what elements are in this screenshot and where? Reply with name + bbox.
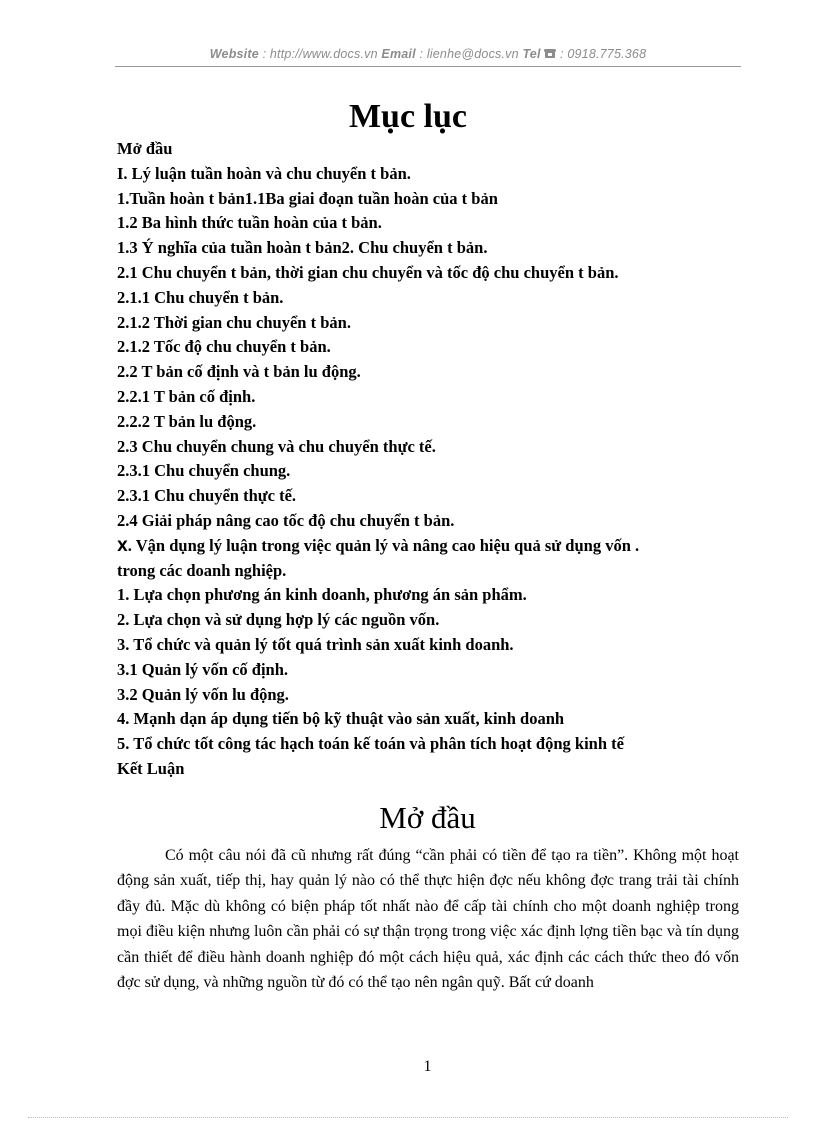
toc-item: 2.1.2 Tốc độ chu chuyển t bản. bbox=[117, 337, 331, 357]
footer-divider bbox=[28, 1117, 788, 1118]
toc-item: 3.2 Quản lý vốn lu động. bbox=[117, 684, 289, 704]
roman-numeral-mark: X bbox=[117, 538, 128, 555]
toc-item: 2.2.1 T bản cố định. bbox=[117, 386, 256, 406]
website-label: Website bbox=[209, 47, 259, 61]
toc-item: 2. Lựa chọn và sử dụng hợp lý các nguồn vốn. bbox=[117, 610, 440, 630]
page-title: Mục lục bbox=[348, 98, 468, 135]
paragraph: Có một câu nói đã cũ nhưng rất đúng “cần phải có tiền để tạo ra tiền”. Không một hoạt động sản xuất, tiếp thị, hay quản lý nào có thể thực hiện đợc nếu không đợc trang trải tài chính đầy đủ. Mặc dù không có biện pháp tốt nhất nào để cấp tài chính cho một doanh nghiệp trong mọi điều kiện nhưng luôn cần phải có sự thận trọng trong việc xác định lợng tiền bạc và tín dụng cần thiết để điều hành doanh nghiệp đó một cách hiệu quả, xác định các cách thức theo đó vốn đợc sử dụng, và những nguồn từ đó có thể tạo nên ngân quỹ. Bất cứ doanh bbox=[117, 847, 739, 992]
toc-item: 1. Lựa chọn phương án kinh doanh, phương án sản phẩm. bbox=[117, 585, 527, 605]
toc-item: 2.2.2 T bản lu động. bbox=[117, 411, 257, 431]
phone-number: : 0918.775.368 bbox=[560, 47, 647, 61]
header-divider bbox=[115, 66, 741, 67]
toc-item: 2.1.1 Chu chuyển t bản. bbox=[117, 287, 284, 307]
toc-item: 5. Tổ chức tốt công tác hạch toán kế toán và phân tích hoạt động kinh tế bbox=[117, 734, 624, 754]
toc-item: trong các doanh nghiệp. bbox=[117, 560, 287, 580]
toc-item-roman bbox=[117, 534, 757, 559]
toc-item: 4. Mạnh dạn áp dụng tiến bộ kỹ thuật vào sản xuất, kinh doanh bbox=[117, 709, 565, 729]
section-heading: Mở đầu bbox=[379, 800, 476, 835]
toc-item: 1.2 Ba hình thức tuần hoàn của t bản. bbox=[117, 213, 382, 233]
toc-item: 2.1 Chu chuyển t bản, thời gian chu chuyển và tốc độ chu chuyển t bản. bbox=[117, 262, 619, 282]
table-of-contents bbox=[117, 137, 757, 782]
toc-item: 1.Tuần hoàn t bản1.1Ba giai đoạn tuần hoàn của t bản bbox=[117, 188, 498, 208]
email-label: Email bbox=[381, 47, 416, 61]
toc-item: 2.2 T bản cố định và t bản lu động. bbox=[117, 362, 361, 382]
phone-icon bbox=[544, 47, 560, 61]
website-url[interactable]: : http://www.docs.vn bbox=[262, 47, 378, 61]
body-text bbox=[117, 843, 739, 995]
toc-item: I. Lý luận tuần hoàn và chu chuyển t bản. bbox=[117, 163, 411, 183]
toc-item: Kết Luận bbox=[117, 758, 185, 778]
toc-item: 2.4 Giải pháp nâng cao tốc độ chu chuyển t bản. bbox=[117, 510, 455, 530]
page-header bbox=[115, 47, 741, 61]
toc-item: 1.3 Ý nghĩa của tuần hoàn t bản2. Chu chuyển t bản. bbox=[117, 238, 488, 258]
page-number: 1 bbox=[423, 1058, 432, 1075]
toc-item: 2.3.1 Chu chuyển thực tế. bbox=[117, 486, 297, 506]
toc-item-roman-text: . Vận dụng lý luận trong việc quản lý và nâng cao hiệu quả sử dụng vốn . bbox=[127, 535, 640, 555]
toc-item: 3.1 Quản lý vốn cố định. bbox=[117, 659, 289, 679]
toc-item: 2.1.2 Thời gian chu chuyển t bản. bbox=[117, 312, 351, 332]
toc-item: 3. Tổ chức và quản lý tốt quá trình sản xuất kinh doanh. bbox=[117, 634, 514, 654]
tel-label: Tel bbox=[522, 47, 541, 61]
toc-item: 2.3.1 Chu chuyển chung. bbox=[117, 461, 291, 481]
toc-item: 2.3 Chu chuyển chung và chu chuyển thực tế. bbox=[117, 436, 436, 456]
email-address[interactable]: : lienhe@docs.vn bbox=[419, 47, 519, 61]
toc-item: Mở đầu bbox=[117, 139, 173, 158]
